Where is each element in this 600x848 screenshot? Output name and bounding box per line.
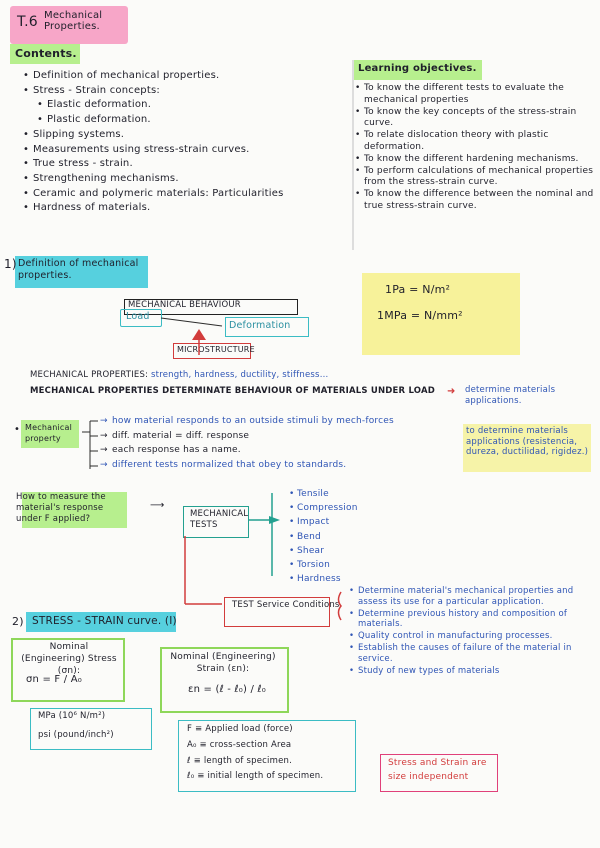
service-conditions-label: TEST Service Conditions xyxy=(232,600,340,610)
right-arrow-icon: ⟶ xyxy=(150,500,165,511)
legend-line: A₀ ≡ cross-section Area xyxy=(187,739,292,750)
objectives-title: Learning objectives. xyxy=(358,63,477,74)
mpa-unit: 1MPa = N/mm² xyxy=(377,309,463,322)
list-item: • Determine material's mechanical properties and assess its use for a particular application. xyxy=(349,586,594,608)
section2-number: 2) xyxy=(12,615,24,628)
how-to-measure: How to measure the material's response under F applied? xyxy=(16,492,106,524)
mechanical-behaviour-label: MECHANICAL BEHAVIOUR xyxy=(128,300,241,310)
mp-determinate: MECHANICAL PROPERTIES DETERMINATE BEHAVIOUR OF MATERIALS UNDER LOAD xyxy=(30,386,435,396)
strain-formula: εn = (ℓ - ℓ₀) / ℓ₀ xyxy=(188,684,266,695)
legend-line: ℓ ≡ length of specimen. xyxy=(187,755,293,766)
list-item: → how material responds to an outside stimuli by mech-forces xyxy=(100,414,394,429)
list-item: • Tensile xyxy=(289,487,358,501)
stress-unit-mpa: MPa (10⁶ N/m²) xyxy=(38,711,106,721)
list-item: • To know the different hardening mechanisms. xyxy=(355,154,600,166)
mp-determinate-right: determine materials applications. xyxy=(465,385,556,406)
list-item: • Torsion xyxy=(289,558,358,572)
pa-unit: 1Pa = N/m² xyxy=(385,283,451,296)
legend-line: F ≡ Applied load (force) xyxy=(187,724,293,734)
size-independent-note: Stress and Strain are size independent xyxy=(388,758,487,782)
list-item: • Establish the causes of failure of the material in service. xyxy=(349,643,594,665)
contents-title: Contents. xyxy=(15,47,77,60)
list-item: • Hardness of materials. xyxy=(23,201,363,216)
list-item: • Ceramic and polymeric materials: Particularities xyxy=(23,187,363,202)
list-item: • Measurements using stress-strain curves. xyxy=(23,143,363,158)
load-label: Load xyxy=(126,311,150,322)
mech-property-right: to determine materials applications (resistencia, dureza, ductilidad, rigidez.) xyxy=(466,426,589,458)
list-item: • To relate dislocation theory with plastic deformation. xyxy=(355,130,600,154)
list-item: → each response has a name. xyxy=(100,443,394,458)
list-item: • True stress - strain. xyxy=(23,157,363,172)
nominal-strain-label: Nominal (Engineering) Strain (εn): xyxy=(170,652,276,674)
right-arrow-icon: ➜ xyxy=(447,386,456,397)
microstructure-label: MICROSTRUCTURE xyxy=(177,345,255,354)
stress-formula: σn = F / A₀ xyxy=(26,674,82,685)
topic-number: T.6 xyxy=(17,14,38,30)
list-item: → different tests normalized that obey to standards. xyxy=(100,458,394,473)
list-item: • Slipping systems. xyxy=(23,128,363,143)
mechanical-tests-label: MECHANICAL TESTS xyxy=(190,509,249,530)
list-item: • To perform calculations of mechanical properties from the stress-strain curve. xyxy=(355,166,600,190)
list-item: • Definition of mechanical properties. xyxy=(23,69,363,84)
mp-label: MECHANICAL PROPERTIES: xyxy=(30,370,149,380)
list-item: • Hardness xyxy=(289,572,358,586)
list-item: • Strengthening mechanisms. xyxy=(23,172,363,187)
list-item: • To know the difference between the nominal and true stress-strain curve. xyxy=(355,189,600,213)
list-item: • Shear xyxy=(289,544,358,558)
mech-property-label: Mechanical property xyxy=(25,423,73,443)
section1-title: Definition of mechanical properties. xyxy=(18,258,139,281)
page-title: Mechanical Properties. xyxy=(44,10,103,32)
list-item: • Determine previous history and composition of materials. xyxy=(349,609,594,631)
list-item: • Compression xyxy=(289,501,358,515)
list-item: • Quality control in manufacturing processes. xyxy=(349,631,594,642)
list-item: • Impact xyxy=(289,515,358,529)
stress-unit-psi: psi (pound/inch²) xyxy=(38,730,114,740)
list-item: • Study of new types of materials xyxy=(349,666,594,677)
nominal-stress-label: Nominal (Engineering) Stress (σn): xyxy=(21,642,117,676)
section2-title: STRESS - STRAIN curve. (I) xyxy=(32,615,177,627)
list-item: • To know the different tests to evaluate the mechanical properties xyxy=(355,83,600,107)
list-item: • Elastic deformation. xyxy=(23,98,363,113)
legend-line: ℓ₀ ≡ initial length of specimen. xyxy=(187,771,324,782)
section1-number: 1) xyxy=(4,257,17,271)
bullet-icon: • xyxy=(14,424,20,435)
list-item: • Bend xyxy=(289,530,358,544)
list-item: • To know the key concepts of the stress-strain curve. xyxy=(355,107,600,131)
mp-values: strength, hardness, ductility, stiffness... xyxy=(151,370,329,380)
list-item: → diff. material = diff. response xyxy=(100,429,394,444)
deformation-label: Deformation xyxy=(229,320,291,331)
list-item: • Plastic deformation. xyxy=(23,113,363,128)
list-item: • Stress - Strain concepts: xyxy=(23,84,363,99)
